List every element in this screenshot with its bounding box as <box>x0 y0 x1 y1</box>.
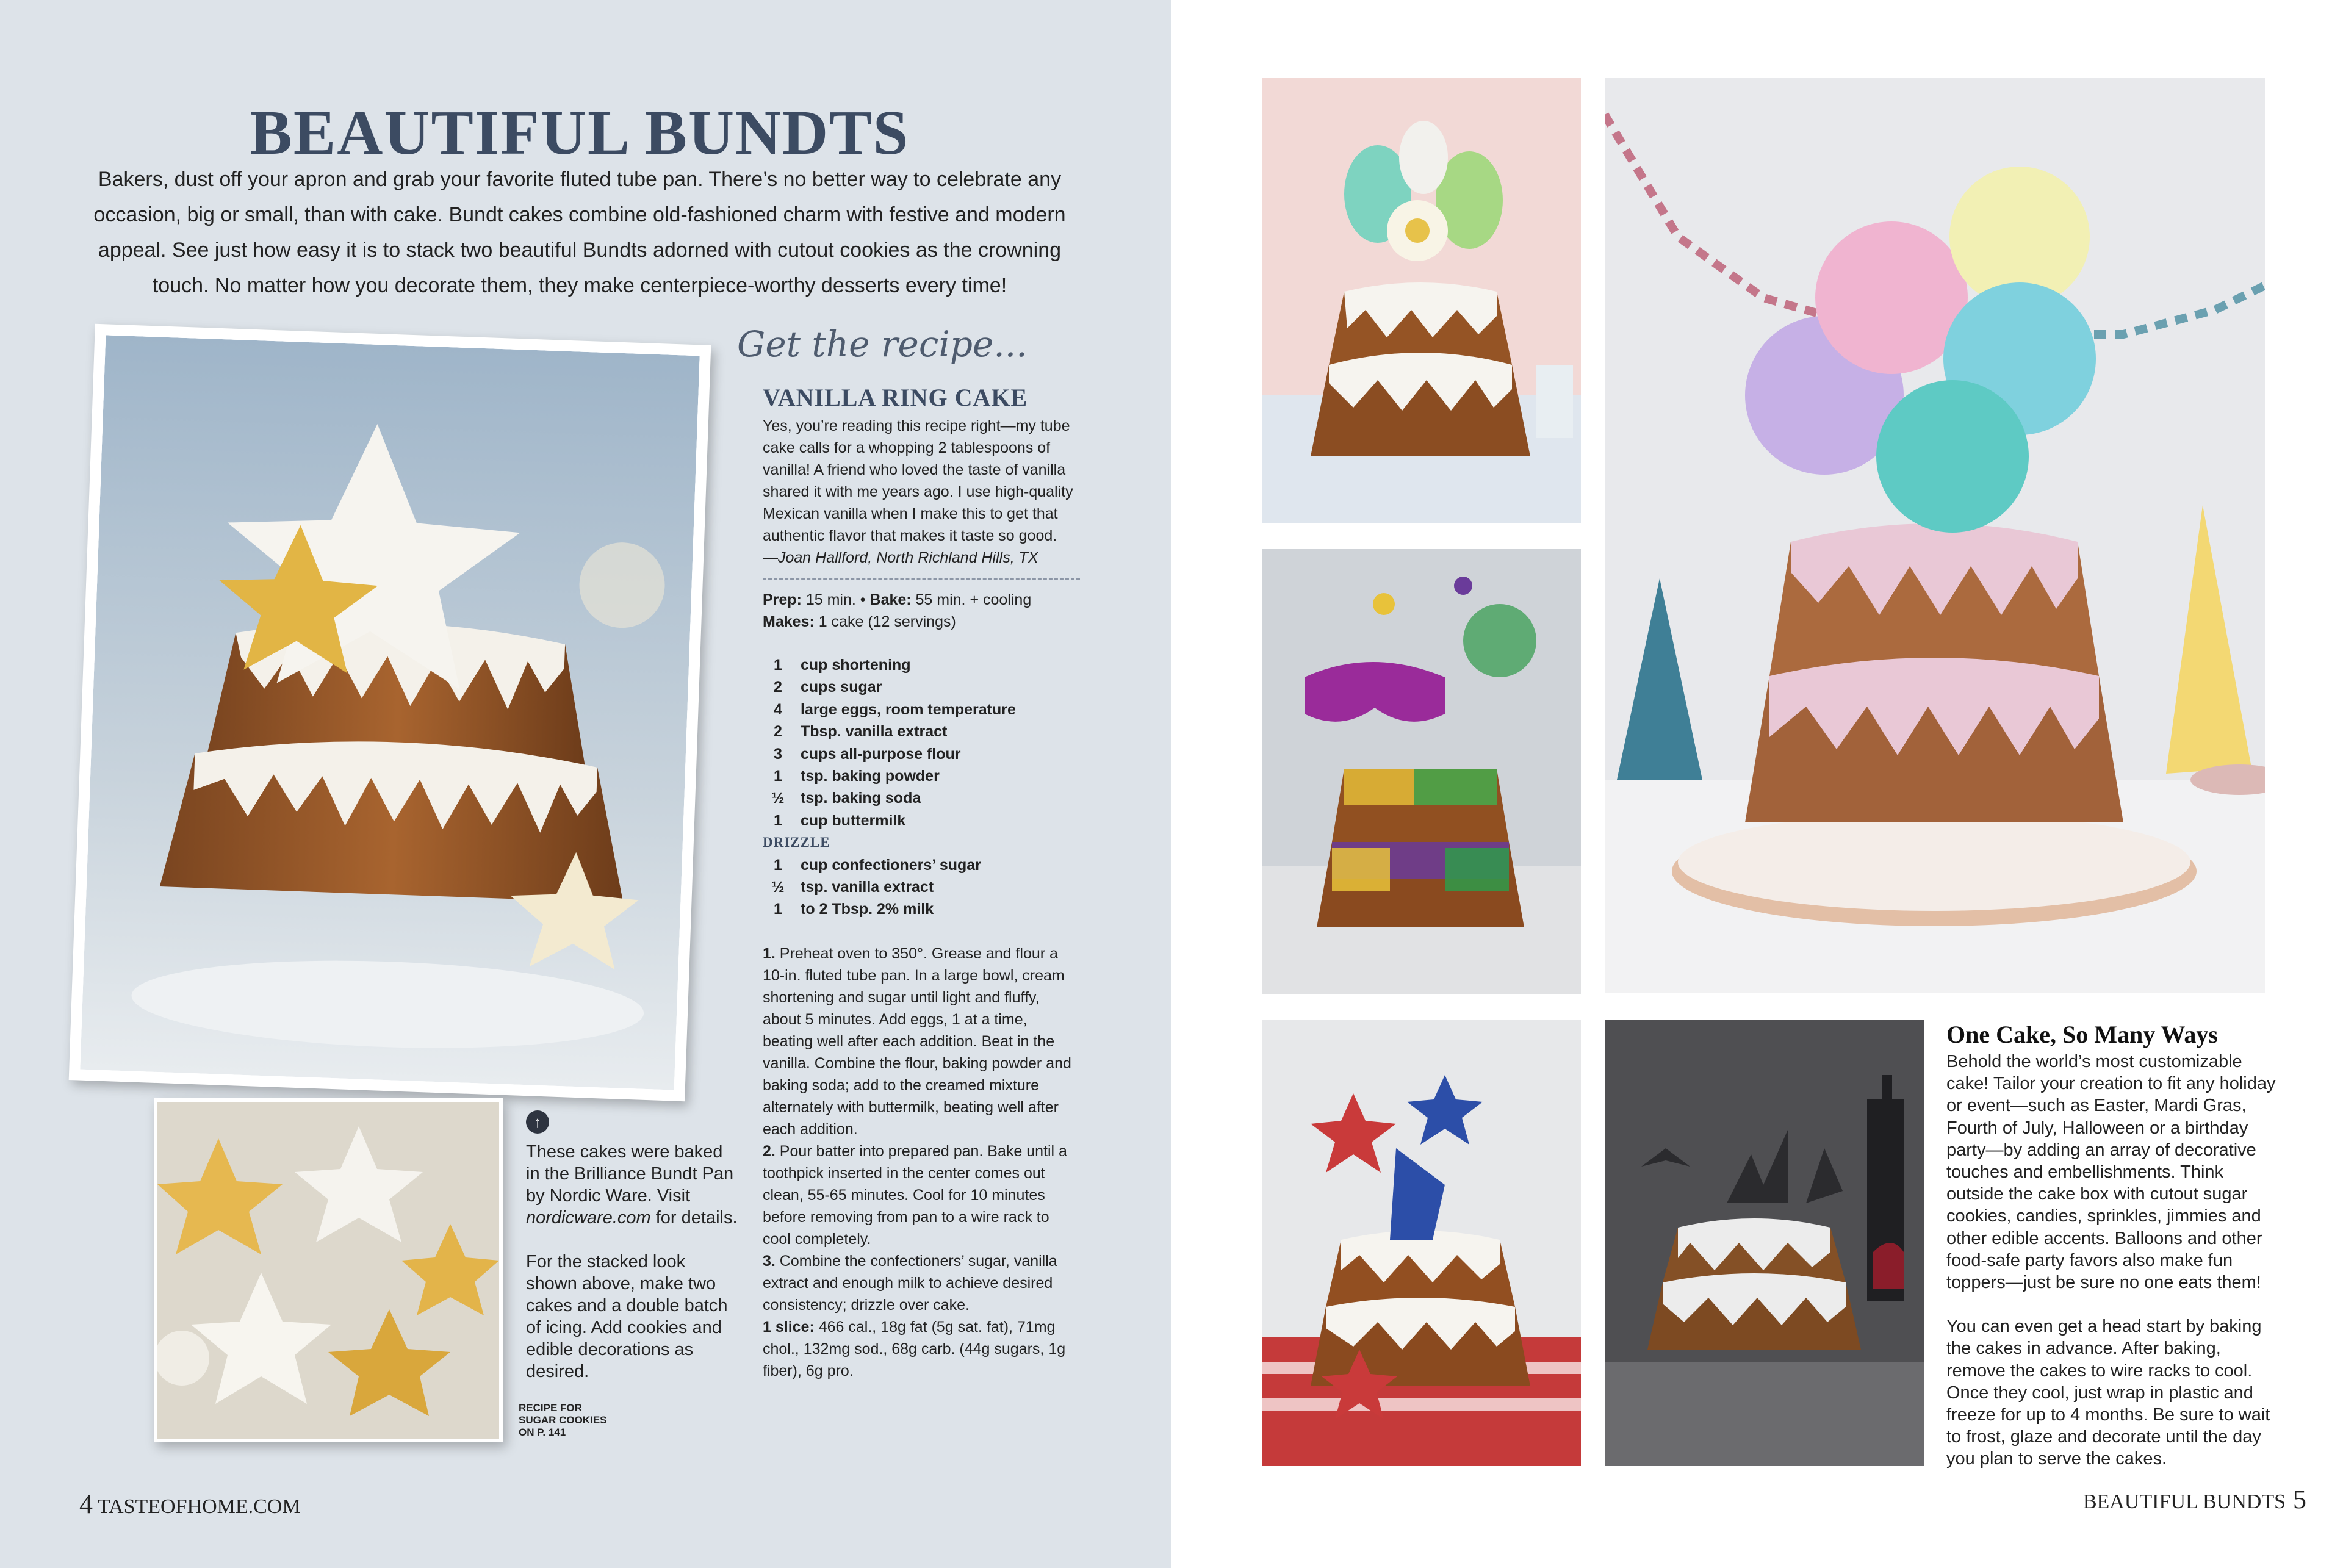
nutrition: 1 slice: 466 cal., 18g fat (5g sat. fat), 71mg chol., 132mg sod., 68g carb. (44g sugars, 1g fiber), 6g pro. <box>763 1318 1066 1379</box>
sidebar-title: One Cake, So Many Ways <box>1946 1021 2218 1048</box>
intro-paragraph: Bakers, dust off your apron and grab your favorite fluted tube pan. There’s no better way to celebrate any occasion, big or small, than with cake. Bundt cakes combine old-fashioned charm with festive and modern appeal. See just how easy it is to stack two beautiful Bundts adorned with cutout cookies as the crowning touch. No matter how you decorate them, they make centerpiece-worthy desserts every time! <box>93 168 1066 297</box>
prep-value: 15 min. • <box>801 591 870 608</box>
ingredient-row: 3 cups all-purpose flour <box>774 745 961 763</box>
pan-note: These cakes were baked in the Brilliance Bundt Pan by Nordic Ware. Visit nordicware.com for details. For the stacked look shown above, make two cakes and a double batch of icing. Add cookies and edible decorations as desired. <box>526 1142 738 1381</box>
step: 3. Combine the confectioners’ sugar, vanilla extract and enough milk to achieve desired consistency; drizzle over cake. <box>763 1253 1057 1314</box>
hero-photo-frame <box>69 324 711 1101</box>
makes-label: Makes: <box>763 613 815 630</box>
drizzle-row: 1 to 2 Tbsp. 2% milk <box>774 901 934 918</box>
hero-photo <box>80 335 699 1090</box>
folio-right: BEAUTIFUL BUNDTS 5 <box>2082 1484 2306 1514</box>
cookies-photo <box>157 1102 499 1439</box>
recipe-steps <box>763 943 1080 1382</box>
get-the-recipe-heading: Get the recipe... <box>737 323 1028 365</box>
ingredient-row: 1 cup buttermilk <box>774 811 906 829</box>
recipe-title: VANILLA RING CAKE <box>763 384 1028 411</box>
stack-note: For the stacked look shown above, make two cakes and a double batch of icing. Add cookies and edible decorations as desired. <box>526 1252 728 1381</box>
sidebar-paragraph-2: You can even get a head start by baking the cakes in advance. After baking, remove the cakes to wire racks to cool. Once they cool, just wrap in plastic and freeze for up to 4 months. Be sure to wait to frost, glaze and decorate until the day you plan to serve the cakes. <box>1946 1317 2270 1469</box>
nordicware-link[interactable]: nordicware.com <box>526 1208 651 1228</box>
july-fourth-cake-photo <box>1262 1020 1581 1466</box>
drizzle-row: ½ tsp. vanilla extract <box>771 879 934 896</box>
ingredient-row: 1 cup shortening <box>774 656 911 674</box>
recipe-times <box>763 589 1080 633</box>
dashed-divider <box>763 578 1080 580</box>
ingredient-row: 2 cups sugar <box>774 678 882 696</box>
halloween-cake-photo <box>1605 1020 1924 1466</box>
balloon-cake-photo <box>1605 78 2265 993</box>
recipe-byline: —Joan Hallford, North Richland Hills, TX <box>763 549 1038 566</box>
ingredient-row: 1 tsp. baking powder <box>774 768 940 785</box>
bake-value: 55 min. + cooling <box>911 591 1032 608</box>
drizzle-row: 1 cup confectioners’ sugar <box>774 856 981 874</box>
easter-cake-photo <box>1262 78 1581 523</box>
makes-value: 1 cake (12 servings) <box>814 613 956 630</box>
sidebar-body <box>1946 1051 2276 1492</box>
bake-label: Bake: <box>869 591 912 608</box>
mardi-gras-cake-photo <box>1262 549 1581 994</box>
ingredient-list <box>763 654 1092 921</box>
prep-label: Prep: <box>763 591 802 608</box>
headline: BEAUTIFUL BUNDTS <box>250 98 910 168</box>
ingredient-row: 2 Tbsp. vanilla extract <box>774 723 948 741</box>
recipe-intro-text: Yes, you’re reading this recipe right—my tube cake calls for a whopping 2 tablespoons of vanilla! A friend who loved the taste of vanilla shared it with me years ago. I use high-quality Mexican vanilla when I make this to get that authentic flavor that makes it taste so good. <box>763 417 1073 544</box>
cookie-recipe-credit: RECIPE FOR SUGAR COOKIES ON P. 141 <box>519 1402 607 1438</box>
folio-left: 4 TASTEOFHOME.COM <box>79 1489 301 1519</box>
recipe-intro <box>763 415 1080 569</box>
step: 1. Preheat oven to 350°. Grease and flour a 10-in. fluted tube pan. In a large bowl, cream shortening and sugar until light and fluffy, about 5 minutes. Add eggs, 1 at a time, beating well after each addition. Beat in the vanilla. Combine the flour, baking powder and baking soda; add to the creamed mixture alternately with buttermilk, beating well after each addition. <box>763 945 1071 1138</box>
drizzle-label: DRIZZLE <box>763 835 830 851</box>
step: 2. Pour batter into prepared pan. Bake until a toothpick inserted in the center comes out clean, 55-65 minutes. Cool for 10 minutes before removing from pan to a wire rack to cool completely. <box>763 1143 1067 1248</box>
ingredient-row: ½ tsp. baking soda <box>771 789 921 807</box>
info-circle-icon: ↑ <box>526 1110 549 1134</box>
ingredient-row: 4 large eggs, room temperature <box>774 700 1016 718</box>
cookies-photo-frame <box>154 1098 503 1442</box>
sidebar-paragraph-1: Behold the world’s most customizable cake! Tailor your creation to fit any holiday or event—such as Easter, Mardi Gras, Fourth of July, Halloween or a birthday party—by adding an array of decorative touches and embellishments. Think outside the cake box with cutout sugar cookies, candies, sprinkles, jimmies and other edible accents. Balloons and other food-safe party favors also make fun toppers—just be sure no one eats them! <box>1946 1052 2276 1293</box>
